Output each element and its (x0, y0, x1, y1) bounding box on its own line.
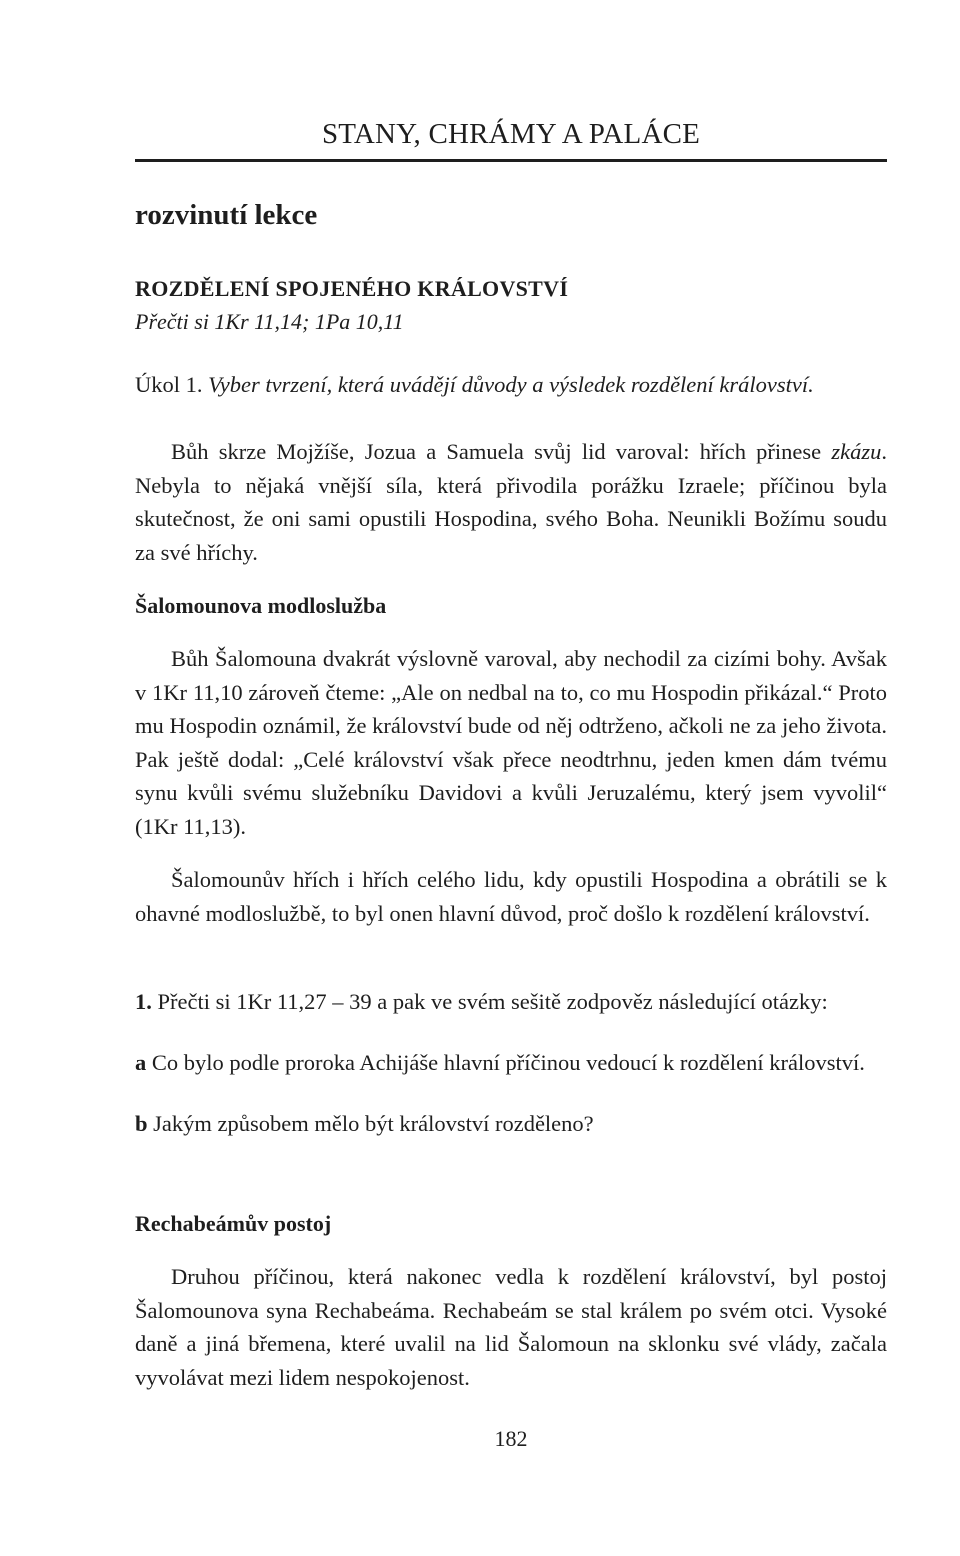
solomon-paragraph-1: Bůh Šalomouna dvakrát výslovně varoval, aby nechodil za cizími bohy. Avšak v 1Kr 11,10 zároveň čteme: „Ale on nedbal na to, co mu Hospodin přikázal.“ Proto mu Hospodin oznámil, že království bude od něj odtrženo, ačkoli ne za jeho života. Pak ještě dodal: „Celé království však přece neodtrhnu, jeden kmen dám tvému synu kvůli svému služebníku Davidovi a kvůli Jeruzalému, který jsem vyvolil“ (1Kr 11,13). (135, 646, 887, 839)
question-letter-b: b (135, 1111, 148, 1136)
book-page (135, 0, 887, 1556)
exercise-1 (135, 985, 887, 1019)
rehoboam-paragraph: Druhou příčinou, která nakonec vedla k rozdělení království, byl postoj Šalomounova syna Rechabeáma. Rechabeám se stal králem po svém otci. Vysoké daně a jiná břemena, které uvalil na lid Šalomoun na sklonku své vlády, začala vyvolávat mezi lidem nespokojenost. (135, 1264, 887, 1390)
reading-reference: Přečti si 1Kr 11,14; 1Pa 10,11 (135, 309, 404, 334)
exercise-question-a (135, 1046, 923, 1080)
page-number: 182 (494, 1426, 528, 1451)
question-text-a: Co bylo podle proroka Achijáše hlavní příčinou vedoucí k rozdělení království. (146, 1050, 865, 1075)
lesson-title: rozvinutí lekce (135, 199, 318, 231)
section-title: ROZDĚLENÍ SPOJENÉHO KRÁLOVSTVÍ (135, 276, 569, 301)
subsection-title-solomon: Šalomounova modloslužba (135, 593, 387, 618)
task1-instruction-text: Vyber tvrzení, která uvádějí důvody a výsledek rozdělení království. (208, 372, 814, 397)
task1-instruction (135, 368, 923, 402)
question-text-b: Jakým způsobem mělo být království rozděleno? (147, 1111, 594, 1136)
exercise-question-b (135, 1107, 923, 1141)
subsection-title-rehoboam: Rechabeámův postoj (135, 1211, 332, 1236)
exercise-text: Přečti si 1Kr 11,27 – 39 a pak ve svém sešitě zodpověz následující otázky: (151, 989, 828, 1014)
task1-text-end: . Nebyla to nějaká vnější síla, která přivodila porážku Izraele; příčinou byla skutečnost, že oni sami opustili Hospodina, svého Boha. Neunikli Božímu soudu za své hříchy. (135, 439, 887, 565)
solomon-paragraph-2: Šalomounův hřích i hřích celého lidu, kdy opustili Hospodina a obrátili se k ohavné modloslužbě, to byl onen hlavní důvod, proč došlo k rozdělení království. (135, 867, 887, 926)
task1-text-start: Bůh skrze Mojžíše, Jozua a Samuela svůj lid varoval: hřích přinese (171, 439, 832, 464)
question-letter-a: a (135, 1050, 147, 1075)
task1-text-italic: zkázu (831, 439, 882, 464)
running-head: STANY, CHRÁMY A PALÁCE (321, 118, 701, 150)
exercise-number: 1. (135, 989, 152, 1014)
task1-paragraph (135, 435, 887, 569)
header-rule (135, 159, 887, 162)
task1-label: Úkol 1. (135, 372, 209, 397)
